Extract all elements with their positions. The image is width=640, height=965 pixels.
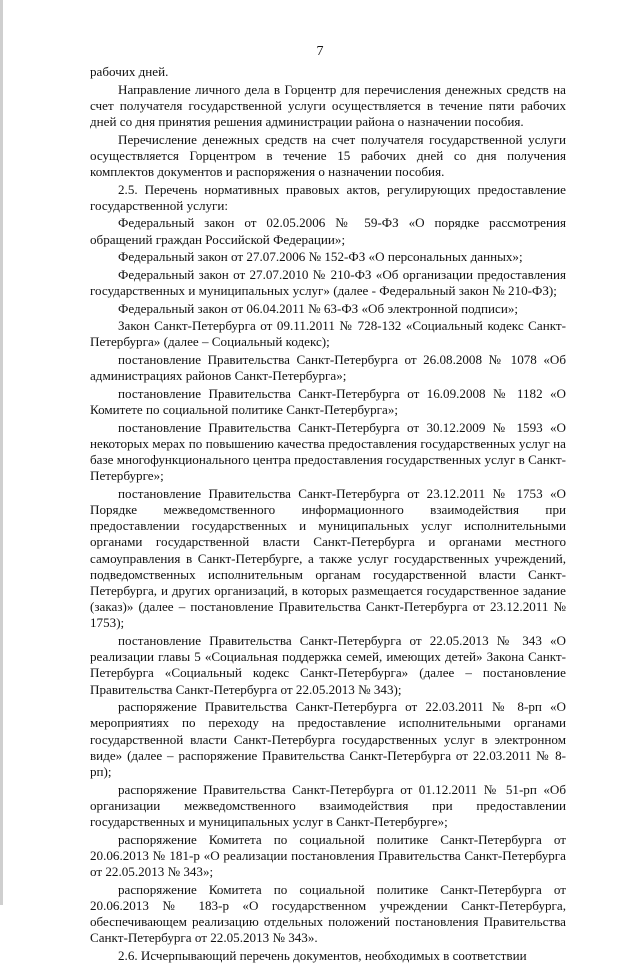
paragraph: Перечисление денежных средств на счет получателя государственной услуги осуществляется Горцентром в течение 15 рабочих дней со дня получения комплектов документов и распоряжения о назначении пособия. [90,131,566,179]
legal-act-item: распоряжение Комитета по социальной политике Санкт-Петербурга от 20.06.2013 № 181-р «О реализации постановления Правительства Санкт-Петербурга от 22.05.2013 № 343»; [90,831,566,879]
legal-act-item: распоряжение Комитета по социальной политике Санкт-Петербурга от 20.06.2013 № 183-р «О государственном учреждении Санкт-Петербурга, обеспечивающем реализацию отдельных положений постановления Правительства Санкт-Петербурга от 22.05.2013 № 343». [90,881,566,946]
section-heading: 2.5. Перечень нормативных правовых актов, регулирующих предоставление государственной услуги: [90,181,566,213]
document-body [90,64,566,965]
legal-act-item: постановление Правительства Санкт-Петербурга от 30.12.2009 № 1593 «О некоторых мерах по повышению качества предоставления государственных услуг на базе многофункционального центра предоставления государственных услуг в Санкт-Петербурге»; [90,419,566,484]
paragraph: Направление личного дела в Горцентр для перечисления денежных средств на счет получателя государственной услуги осуществляется в течение пяти рабочих дней со дня принятия решения администрации района о назначении пособия. [90,81,566,129]
legal-act-item: Федеральный закон от 02.05.2006 № 59-ФЗ «О порядке рассмотрения обращений граждан Российской Федерации»; [90,215,566,247]
legal-act-item: Федеральный закон от 27.07.2006 № 152-ФЗ «О персональных данных»; [118,249,523,265]
legal-act-item: Федеральный закон от 06.04.2011 № 63-ФЗ «Об электронной подписи»; [118,300,519,316]
legal-act-item: постановление Правительства Санкт-Петербурга от 26.08.2008 № 1078 «Об администрациях районов Санкт-Петербурга»; [90,351,566,384]
legal-act-item: распоряжение Правительства Санкт-Петербурга от 01.12.2011 № 51-рп «Об организации межведомственного взаимодействия при предоставлении государственных и муниципальных услуг в Санкт-Петербурге»; [90,781,566,829]
paragraph: рабочих дней. [90,64,169,79]
legal-act-item: Федеральный закон от 27.07.2010 № 210-ФЗ «Об организации предоставления государственных и муниципальных услуг» (далее - Федеральный закон № 210-ФЗ); [90,266,566,298]
legal-act-item: Закон Санкт-Петербурга от 09.11.2011 № 728-132 «Социальный кодекс Санкт-Петербурга» (далее – Социальный кодекс); [90,318,566,350]
legal-act-item: распоряжение Правительства Санкт-Петербурга от 22.03.2011 № 8-рп «О мероприятиях по переходу на предоставление исполнительными органами государственной власти Санкт-Петербурга государственных услуг в электронном виде» (далее – распоряжение Правительства Санкт-Петербурга от 22.03.2011 № 8-рп); [90,699,566,779]
scan-edge [0,0,3,905]
page-number: 7 [316,44,324,59]
legal-act-item: постановление Правительства Санкт-Петербурга от 16.09.2008 № 1182 «О Комитете по социальной политике Санкт-Петербурга»; [90,385,566,417]
legal-act-item: постановление Правительства Санкт-Петербурга от 23.12.2011 № 1753 «О Порядке межведомственного информационного взаимодействия при предоставлении государственных и муниципальных услуг исполнительными органами государственной власти Санкт-Петербурга и органами местного самоуправления в Санкт-Петербурге, а также услуг государственных учреждений, подведомственных исполнительным органам государственной власти Санкт-Петербурга, и других организаций, в которых размещается государственное задание (заказ)» (далее – постановление Правительства Санкт-Петербурга от 23.12.2011 № 1753); [90,485,566,631]
section-heading: 2.6. Исчерпывающий перечень документов, необходимых в соответствии [118,947,527,963]
legal-act-item: постановление Правительства Санкт-Петербурга от 22.05.2013 № 343 «О реализации главы 5 «Социальная поддержка семей, имеющих детей» Закона Санкт-Петербурга «Социальный кодекс Санкт-Петербурга» (далее – постановление Правительства Санкт-Петербурга от 22.05.2013 № 343); [90,632,566,697]
